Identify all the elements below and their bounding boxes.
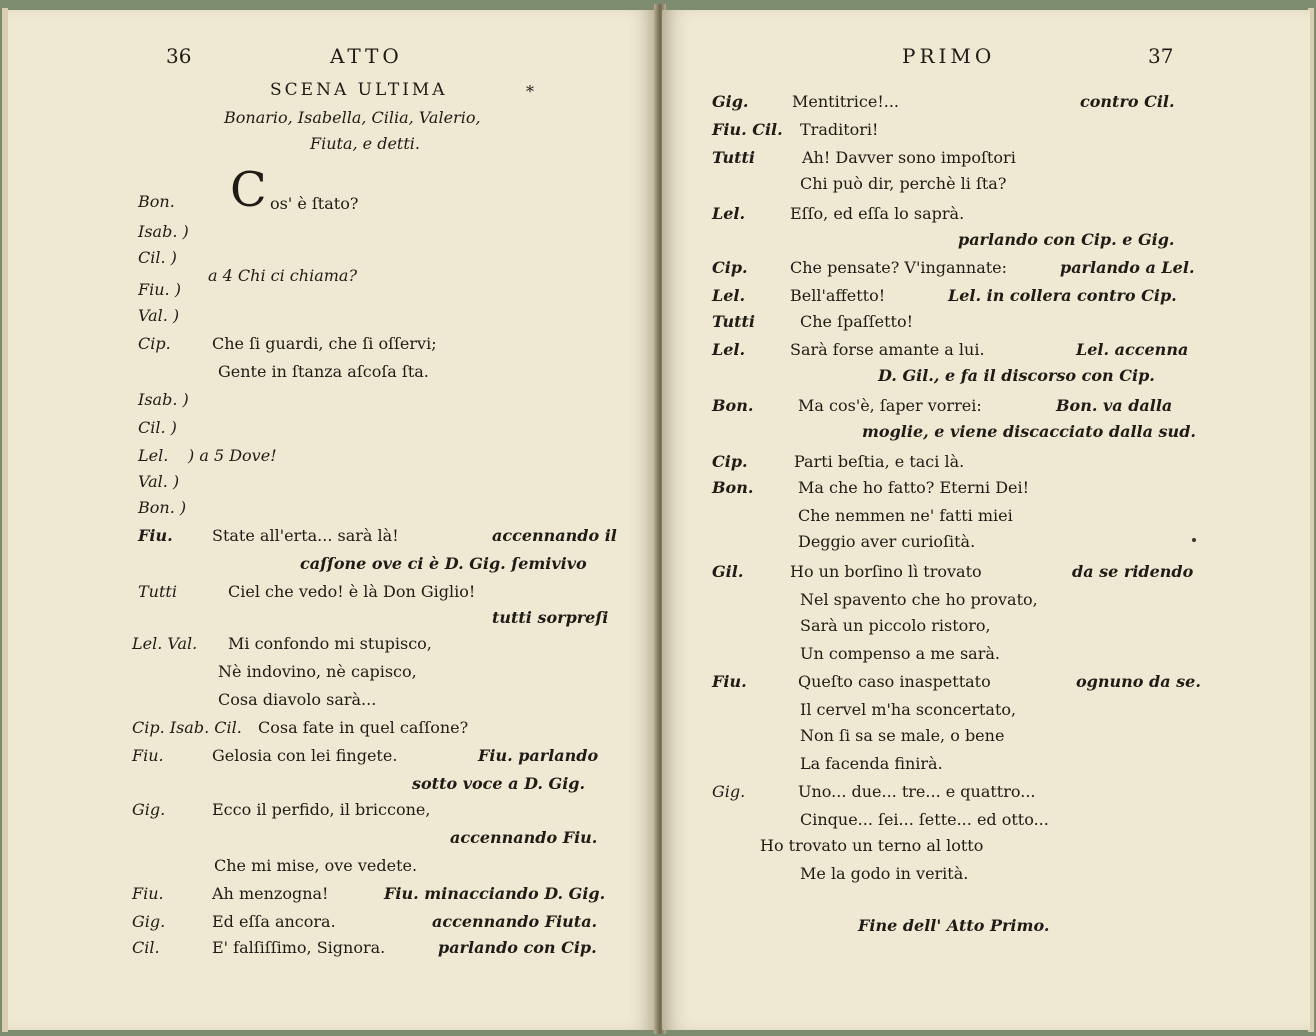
verse-line: State all'erta... sarà là! <box>212 526 399 545</box>
verse-line: Deggio aver curioſità. <box>798 532 976 551</box>
running-header-right: PRIMO <box>902 44 996 68</box>
verse-line: E' falſiſſimo, Signora. <box>212 938 386 957</box>
speaker-isab-2: Isab. ) <box>138 390 189 409</box>
speaker-fiu-2: Fiu. <box>138 526 173 545</box>
verse-line: Ah menzogna! <box>212 884 329 903</box>
verse-line: Ed eſſa ancora. <box>212 912 336 931</box>
speaker-bon-2: Bon. ) <box>138 498 187 517</box>
stage-direction: accennando il <box>492 526 617 545</box>
stage-direction: Fiu. minacciando D. Gig. <box>384 884 606 903</box>
speaker-gig: Gig. <box>712 782 746 801</box>
speaker-lel-1: Lel. <box>138 446 169 465</box>
speaker-fiu-1: Fiu. ) <box>138 280 181 299</box>
verse-line: Ma cos'è, ſaper vorrei: <box>798 396 982 415</box>
speaker-gig: Gig. <box>712 92 749 111</box>
a4-line: a 4 Chi ci chiama? <box>208 266 358 285</box>
speaker-val-2: Val. ) <box>138 472 180 491</box>
stage-direction: caſſone ove ci è D. Gig. ſemivivo <box>300 554 587 573</box>
page-number-left: 36 <box>166 44 192 68</box>
a5-line: ) a 5 Dove! <box>188 446 277 465</box>
verse-line: Sarà forse amante a lui. <box>790 340 985 359</box>
speaker-lel-val: Lel. Val. <box>132 634 198 653</box>
verse-line: Gelosia con lei fingete. <box>212 746 398 765</box>
verse-line: Che nemmen ne' fatti miei <box>798 506 1013 525</box>
speaker-gig-2: Gig. <box>132 912 166 931</box>
speaker-cil-1: Cil. ) <box>138 248 177 267</box>
verse-line: Ecco il perfido, il briccone, <box>212 800 431 819</box>
verse-line: Ma che ho fatto? Eterni Dei! <box>798 478 1030 497</box>
speaker-lel: Lel. <box>712 286 746 305</box>
verse-line: Me la godo in verità. <box>800 864 969 883</box>
verse-line: Che mi mise, ove vedete. <box>214 856 418 875</box>
page-number-right: 37 <box>1148 44 1174 68</box>
characters-line-1: Bonario, Isabella, Cilia, Valerio, <box>224 108 481 127</box>
speaker-isab-1: Isab. ) <box>138 222 189 241</box>
verse-line: Sarà un piccolo ristoro, <box>800 616 991 635</box>
verse-line: Che ſi guardi, che ſi oſſervi; <box>212 334 437 353</box>
speaker-fiu-4: Fiu. <box>132 884 164 903</box>
speaker-cip-1: Cip. <box>138 334 171 353</box>
verse-line: Cosa fate in quel caſſone? <box>258 718 469 737</box>
verse-line: Traditori! <box>800 120 879 139</box>
verse-line: Cinque... ſei... ſette... ed otto... <box>800 810 1049 829</box>
verse-line: Che pensate? V'ingannate: <box>790 258 1008 277</box>
stage-direction: Lel. in collera contro Cip. <box>948 286 1177 305</box>
stage-direction: accennando Fiu. <box>450 828 598 847</box>
ink-speck <box>1192 538 1196 542</box>
verse-line: Ah! Davver sono impoſtori <box>802 148 1016 167</box>
verse-line: La facenda finirà. <box>800 754 943 773</box>
stage-direction: tutti sorpreſi <box>492 608 609 627</box>
verse-line: Chi può dir, perchè li ſta? <box>800 174 1007 193</box>
speaker-tutti: Tutti <box>712 312 755 331</box>
verse-line: Cosa diavolo sarà... <box>218 690 377 709</box>
speaker-bon-1: Bon. <box>138 192 175 211</box>
verse-line: Ciel che vedo! è là Don Giglio! <box>228 582 476 601</box>
speaker-tutti: Tutti <box>712 148 755 167</box>
verse-line: Parti beſtia, e taci là. <box>794 452 965 471</box>
speaker-cip-isab-cil: Cip. Isab. Cil. <box>132 718 242 737</box>
stage-direction: da se ridendo <box>1072 562 1194 581</box>
speaker-gil: Gil. <box>712 562 744 581</box>
stage-direction: D. Gil., e fa il discorso con Cip. <box>878 366 1155 385</box>
verse-line: Bell'affetto! <box>790 286 886 305</box>
scene-title: SCENA ULTIMA <box>270 80 448 100</box>
verse-line: Nel spavento che ho provato, <box>800 590 1038 609</box>
speaker-bon: Bon. <box>712 478 754 497</box>
stage-direction: moglie, e viene discacciato dalla sud. <box>862 422 1196 441</box>
verse-line: Nè indovino, nè capisco, <box>218 662 417 681</box>
verse-line: Ho un borſino lì trovato <box>790 562 982 581</box>
speaker-bon: Bon. <box>712 396 754 415</box>
speaker-val-1: Val. ) <box>138 306 180 325</box>
speaker-cip: Cip. <box>712 452 748 471</box>
right-page <box>662 10 1310 1030</box>
speaker-gig-1: Gig. <box>132 800 166 819</box>
speaker-lel: Lel. <box>712 340 746 359</box>
stage-direction: Fiu. parlando <box>478 746 599 765</box>
speaker-cil-2: Cil. ) <box>138 418 177 437</box>
stray-mark: * <box>526 82 534 101</box>
verse-line: Mentitrice!... <box>792 92 900 111</box>
speaker-fiu-3: Fiu. <box>132 746 164 765</box>
stage-direction: parlando con Cip. e Gig. <box>958 230 1175 249</box>
verse-line: Mi confondo mi stupisco, <box>228 634 432 653</box>
stage-direction: parlando a Lel. <box>1060 258 1195 277</box>
speaker-tutti-1: Tutti <box>138 582 177 601</box>
act-end-line: Fine dell' Atto Primo. <box>858 916 1050 935</box>
speaker-cip: Cip. <box>712 258 748 277</box>
left-page <box>8 10 656 1030</box>
stage-direction: contro Cil. <box>1080 92 1175 111</box>
speaker-cil-3: Cil. <box>132 938 160 957</box>
verse-line: Il cervel m'ha sconcertato, <box>800 700 1017 719</box>
stage-direction: parlando con Cip. <box>438 938 597 957</box>
stage-direction: ognuno da se. <box>1076 672 1201 691</box>
speaker-fiu: Fiu. <box>712 672 747 691</box>
verse-line: Gente in ſtanza aſcoſa ſta. <box>218 362 429 381</box>
verse-line: Un compenso a me sarà. <box>800 644 1000 663</box>
stage-direction: accennando Fiuta. <box>432 912 598 931</box>
verse-line: Che ſpaſſetto! <box>800 312 914 331</box>
speaker-lel: Lel. <box>712 204 746 223</box>
verse-line: Queſto caso inaspettato <box>798 672 991 691</box>
verse-line: Non ſi sa se male, o bene <box>800 726 1005 745</box>
verse-line: Ho trovato un terno al lotto <box>760 836 984 855</box>
stage-direction: sotto voce a D. Gig. <box>412 774 586 793</box>
characters-line-2: Fiuta, e detti. <box>310 134 420 153</box>
running-header-left: ATTO <box>330 44 403 68</box>
stage-direction: Lel. accenna <box>1076 340 1189 359</box>
stage-direction: Bon. va dalla <box>1056 396 1173 415</box>
verse-line: Uno... due... tre... e quattro... <box>798 782 1036 801</box>
verse-line: Eſſo, ed eſſa lo saprà. <box>790 204 965 223</box>
speaker-fiu-cil: Fiu. Cil. <box>712 120 783 139</box>
bon-line: os' è ſtato? <box>270 194 359 213</box>
drop-cap: C <box>230 162 267 218</box>
